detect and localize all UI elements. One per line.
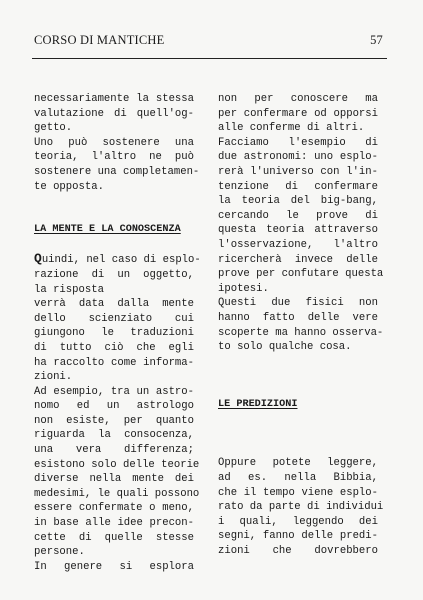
- text-line: Uno può sostenere una: [34, 136, 194, 149]
- text-line: necessariamente la stessa: [34, 93, 194, 105]
- running-header: [34, 33, 383, 53]
- initial-letter: Q: [34, 251, 42, 267]
- text-line: Ad esempio, tra un astro-: [34, 385, 194, 398]
- text-line: non esiste, per quanto: [34, 414, 194, 427]
- text-line: persone.: [34, 546, 85, 559]
- header-title: CORSO DI MANTICHE: [34, 33, 165, 47]
- text-line: essere confermate o meno,: [34, 502, 194, 515]
- text-line: l'osservazione, l'altro: [218, 238, 378, 251]
- text-line: sostenere una completamen-: [34, 165, 200, 178]
- section-heading-mente: LA MENTE E LA CONOSCENZA: [34, 224, 181, 236]
- text-line: ha raccolto come informa-: [34, 356, 194, 369]
- text-line: dello scienziato cui: [34, 312, 194, 325]
- text-line: diverse nella mente dei: [34, 473, 194, 486]
- text-line: riguarda la consocenza,: [34, 429, 194, 442]
- text-line: Questi due fisici non: [218, 297, 378, 310]
- text-line: razione di un oggetto,: [34, 268, 194, 281]
- text-line: segni, fanno delle predi-: [218, 530, 378, 543]
- text-line: tenzione di confermare: [218, 180, 378, 193]
- text-line: zioni che dovrebbero: [218, 545, 378, 558]
- text-line: i quali, leggendo dei: [218, 515, 378, 528]
- text-line: per confermare od opporsi: [218, 107, 378, 120]
- text-line: getto.: [34, 122, 73, 135]
- text-line: due astronomi: uno esplo-: [218, 151, 378, 164]
- text-line: cette di quelle stesse: [34, 531, 194, 544]
- section-heading-predizioni: LE PREDIZIONI: [218, 399, 298, 411]
- text-line: In genere si esplora: [34, 560, 194, 573]
- text-line: prove per confutare questa: [218, 268, 384, 281]
- text-line: in base alle idee precon-: [34, 517, 194, 530]
- text-line: cercando le prove di: [218, 209, 378, 222]
- text-line: non per conoscere ma: [218, 93, 378, 105]
- text-line: to solo qualche cosa.: [218, 341, 352, 354]
- header-rule: [32, 58, 387, 59]
- text-line: hanno fatto delle vere: [218, 311, 378, 324]
- text-line: di tutto ciò che egli: [34, 341, 194, 354]
- text-line: nomo ed un astrologo: [34, 400, 194, 413]
- text-line: la teoria del big-bang,: [218, 195, 378, 208]
- text-line: teoria, l'altro ne può: [34, 151, 194, 164]
- text-line: la risposta: [34, 283, 104, 296]
- text-line: zioni.: [34, 371, 73, 384]
- text-line: scoperte ma hanno osserva-: [218, 326, 384, 339]
- text-line-first: [34, 251, 201, 268]
- text-line: esistono solo delle teorie: [34, 458, 200, 471]
- page-number: 57: [370, 33, 383, 47]
- text-line: che il tempo viene esplo-: [218, 486, 378, 499]
- text-line: una vera differenza;: [34, 444, 194, 457]
- right-column: [218, 92, 384, 559]
- text-line: te opposta.: [34, 180, 104, 193]
- text-line: Facciamo l'esempio di: [218, 136, 378, 149]
- text-line: ad es. nella Bibbia,: [218, 472, 378, 485]
- text-line: ipotesi.: [218, 282, 269, 295]
- text-line: alle conferme di altri.: [218, 122, 365, 135]
- text-line: giungono le traduzioni: [34, 327, 194, 340]
- text-line: questa teoria attraverso: [218, 224, 378, 237]
- text-line: rerà l'universo con l'in-: [218, 165, 378, 178]
- text-line: valutazione di quell'og-: [34, 107, 194, 120]
- text-line: verrà data dalla mente: [34, 298, 194, 311]
- left-column: [34, 92, 201, 574]
- first-line-rest: uindi, nel caso di esplo-: [41, 254, 201, 267]
- text-line: ricercherà invece delle: [218, 253, 378, 266]
- text-line: Oppure potete leggere,: [218, 457, 378, 470]
- text-line: medesimi, le quali possono: [34, 487, 200, 500]
- text-line: rato da parte di individui: [218, 501, 384, 514]
